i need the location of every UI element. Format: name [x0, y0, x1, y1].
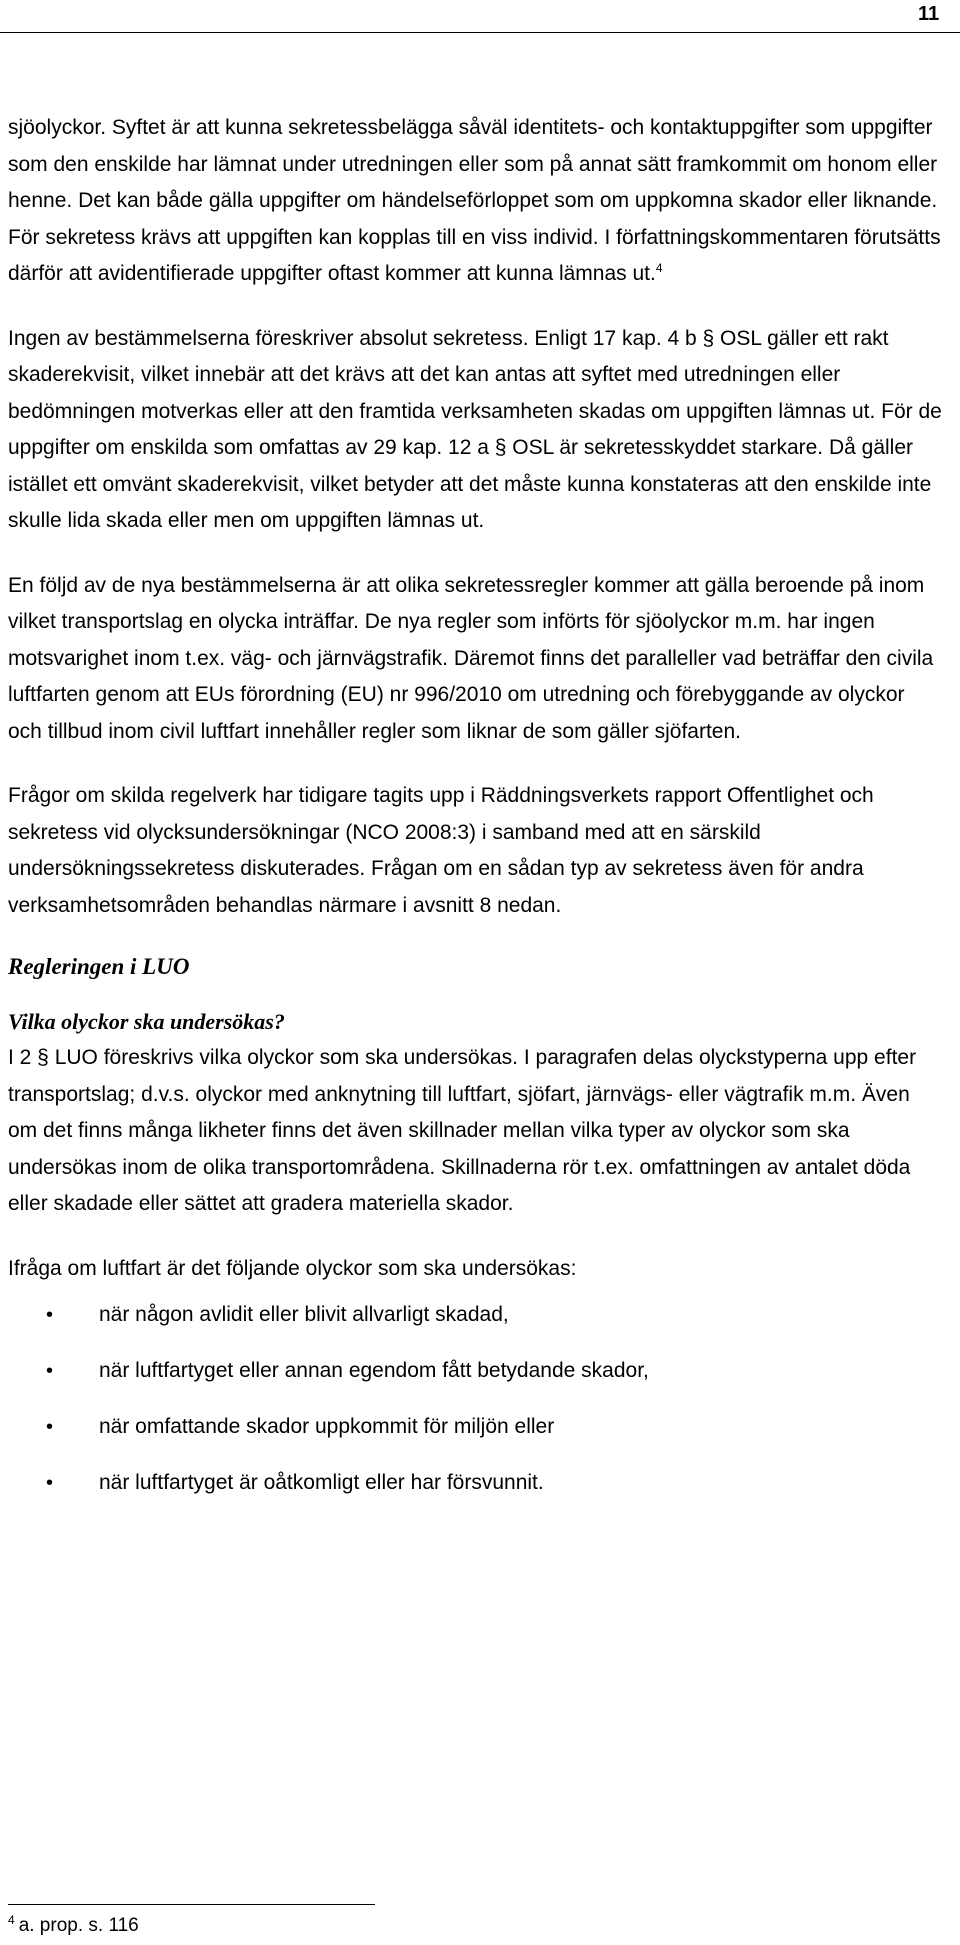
list-item [8, 1411, 943, 1443]
document-body [8, 110, 943, 1523]
header-rule [0, 32, 960, 33]
list-item-text: när luftfartyget är oåtkomligt eller har försvunnit. [99, 1471, 544, 1494]
bullet-icon: • [46, 1416, 54, 1438]
paragraph-1 [8, 110, 943, 293]
list-item [8, 1355, 943, 1387]
footnote-reference[interactable]: 4 [655, 261, 663, 275]
accident-criteria-list [8, 1299, 943, 1499]
footnote [8, 1914, 139, 1938]
paragraph-2: Ingen av bestämmelserna föreskriver absolut sekretess. Enligt 17 kap. 4 b § OSL gäller ett rakt skaderekvisit, vilket innebär att det krävs att det kan antas att syftet med utredningen eller bedömningen motverkas eller att den framtida verksamheten skadas om uppgiften lämnas ut. För de uppgifter om enskilda som omfattas av 29 kap. 12 a § OSL är sekretesskyddet starkare. Då gäller istället ett omvänt skaderekvisit, vilket betyder att det måste kunna konstateras att den enskilde inte skulle lida skada eller men om uppgiften lämnas ut. [8, 326, 942, 532]
list-item [8, 1299, 943, 1331]
paragraph-3: En följd av de nya bestämmelserna är att olika sekretessregler kommer att gälla beroende på inom vilket transportslag en olycka inträffar. De nya regler som införts för sjöolyckor m.m. har ingen motsvarighet inom t.ex. väg- och järnvägstrafik. Däremot finns det paralleller vad beträffar den civila luftfarten genom att EUs förordning (EU) nr 996/2010 om utredning och förebyggande av olyckor och tillbud inom civil luftfart innehåller regler som liknar de som gäller sjöfarten. [8, 573, 934, 743]
list-item-text: när någon avlidit eller blivit allvarligt skadad, [99, 1303, 509, 1326]
bullet-icon: • [46, 1304, 54, 1326]
paragraph-4: Frågor om skilda regelverk har tidigare tagits upp i Räddningsverkets rapport Offentlighet och sekretess vid olycksundersökningar (NCO 2008:3) i samband med att en särskild undersökningssekretess diskuterades. Frågan om en sådan typ av sekretess även för andra verksamhetsområden behandlas närmare i avsnitt 8 nedan. [8, 784, 874, 917]
section-heading: Regleringen i LUO [8, 954, 190, 979]
bullet-icon: • [46, 1472, 54, 1494]
footnote-separator [8, 1904, 375, 1905]
list-item-text: när omfattande skador uppkommit för miljön eller [99, 1415, 555, 1438]
footnote-marker: 4 [8, 1912, 15, 1927]
page-number: 11 [918, 3, 940, 25]
paragraph-luo: I 2 § LUO föreskrivs vilka olyckor som ska undersökas. I paragrafen delas olyckstyperna upp efter transportslag; d.v.s. olyckor med anknytning till luftfart, sjöfart, järnvägs- eller vägtrafik m.m. Även om det finns många likheter finns det även skillnader mellan vilka typer av olyckor som ska undersökas inom de olika transportområdena. Skillnaderna rör t.ex. omfattningen av antalet döda eller skadade eller sättet att gradera materiella skador. [8, 1046, 917, 1215]
list-item-text: när luftfartyget eller annan egendom fått betydande skador, [99, 1359, 649, 1382]
paragraph-1-text: sjöolyckor. Syftet är att kunna sekretessbelägga såväl identitets- och kontaktuppgifter som uppgifter som den enskilde har lämnat under utredningen eller som på annat sätt framkommit om honom eller henne. Det kan både gälla uppgifter om händelseförloppet som om uppkomna skador eller liknande. För sekretess krävs att uppgiften kan kopplas till en viss individ. I författningskommentaren förutsätts därför att avidentifierade uppgifter oftast kommer att kunna lämnas ut. [8, 116, 941, 285]
list-intro: Ifråga om luftfart är det följande olyckor som ska undersökas: [8, 1256, 577, 1280]
bullet-icon: • [46, 1360, 54, 1382]
footnote-text: a. prop. s. 116 [18, 1915, 139, 1936]
list-item [8, 1467, 943, 1499]
subsection-heading: Vilka olyckor ska undersökas? [8, 1009, 285, 1034]
